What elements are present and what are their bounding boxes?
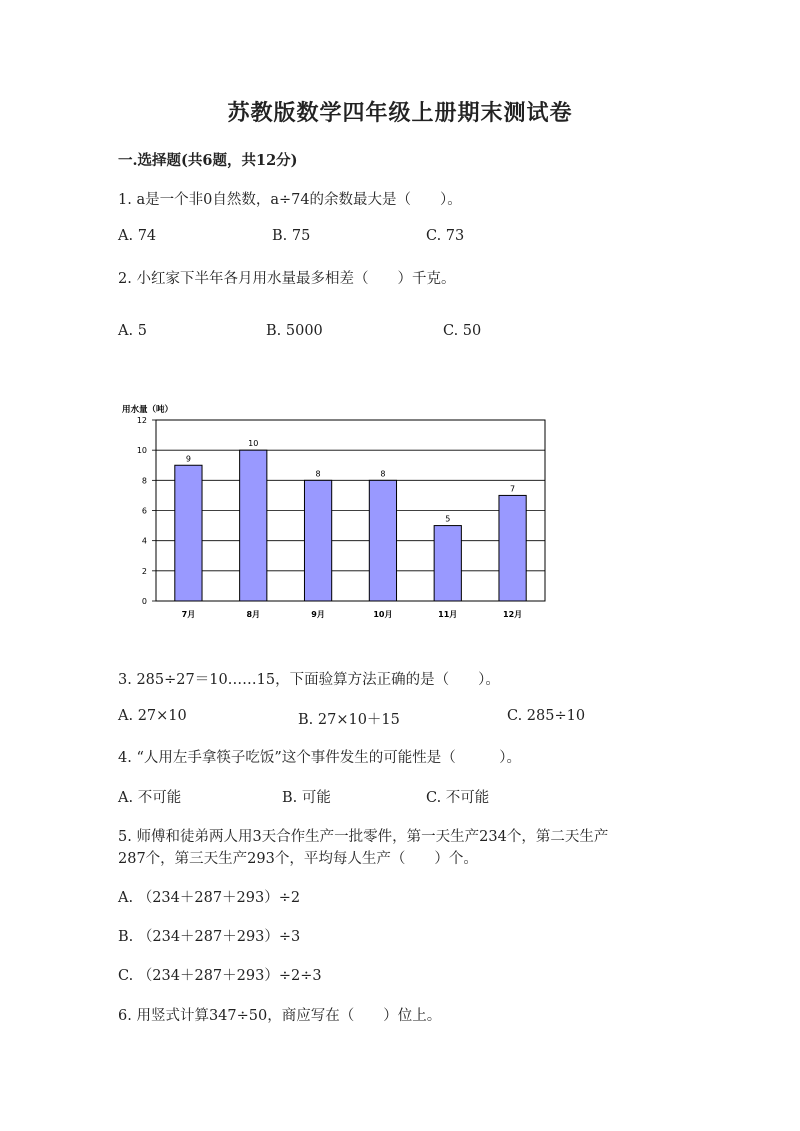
- question-6: 6. 用竖式计算347÷50，商应写在（ ）位上。: [118, 1008, 442, 1024]
- q2-option-b: B. 5000: [266, 323, 323, 339]
- question-5-line-1: 5. 师傅和徒弟两人用3天合作生产一批零件，第一天生产234个，第二天生产: [118, 829, 609, 845]
- q5-option-b: B. （234＋287＋293）÷3: [118, 929, 301, 945]
- q2-option-c: C. 50: [443, 323, 482, 339]
- q4-option-a: A. 不可能: [118, 790, 182, 806]
- chart-bars: [175, 450, 526, 601]
- q4-option-b: B. 可能: [282, 790, 331, 806]
- water-usage-bar-chart: [120, 398, 560, 626]
- x-tick-label: 12月: [503, 610, 523, 619]
- question-1: 1. a是一个非0自然数，a÷74的余数最大是（ ）。: [118, 192, 462, 208]
- question-3: 3. 285÷27＝10……15，下面验算方法正确的是（ ）。: [118, 672, 500, 688]
- y-axis-label: 用水量（吨）: [122, 405, 174, 415]
- q2-option-a: A. 5: [118, 323, 147, 339]
- bar-value-label: 8: [380, 469, 386, 479]
- y-tick-label: 8: [141, 476, 147, 486]
- q1-option-a: A. 74: [118, 228, 157, 244]
- y-tick-label: 10: [136, 446, 147, 456]
- y-tick-label: 2: [141, 566, 147, 576]
- question-5-line-2: 287个，第三天生产293个，平均每人生产（ ）个。: [118, 851, 478, 867]
- section-heading: 一.选择题(共6题，共12分): [118, 152, 298, 169]
- y-tick-label: 0: [141, 597, 147, 606]
- bar-value-label: 5: [445, 514, 451, 524]
- bar-value-label: 8: [315, 469, 321, 479]
- q5-option-c: C. （234＋287＋293）÷2÷3: [118, 968, 322, 984]
- x-tick-label: 8月: [246, 610, 261, 619]
- question-2: 2. 小红家下半年各月用水量最多相差（ ）千克。: [118, 271, 456, 287]
- q1-option-c: C. 73: [426, 228, 465, 244]
- x-tick-label: 7月: [181, 610, 196, 619]
- bar: [434, 526, 461, 601]
- bar: [369, 480, 396, 601]
- bar-value-label: 10: [248, 439, 259, 449]
- q3-option-c: C. 285÷10: [507, 708, 586, 724]
- y-tick-label: 4: [141, 536, 147, 546]
- q3-option-b: B. 27×10＋15: [298, 712, 400, 728]
- x-tick-label: 11月: [438, 610, 458, 619]
- q3-option-a: A. 27×10: [118, 708, 187, 724]
- x-tick-label: 9月: [311, 610, 325, 619]
- page-title: 苏教版数学四年级上册期末测试卷: [227, 100, 573, 126]
- q4-option-c: C. 不可能: [426, 790, 490, 806]
- q1-option-b: B. 75: [272, 228, 311, 244]
- question-4: 4. “人用左手拿筷子吃饭”这个事件发生的可能性是（ ）。: [118, 750, 522, 766]
- y-tick-label: 12: [136, 416, 147, 425]
- q5-option-a: A. （234＋287＋293）÷2: [118, 890, 301, 906]
- bar: [175, 465, 202, 601]
- y-tick-label: 6: [141, 506, 147, 516]
- bar-value-label: 7: [510, 484, 516, 494]
- bar: [499, 495, 526, 601]
- chart-grid: [152, 420, 545, 601]
- bar: [304, 480, 331, 601]
- x-tick-label: 10月: [373, 610, 393, 619]
- bar-value-label: 9: [185, 454, 191, 464]
- bar: [240, 450, 267, 601]
